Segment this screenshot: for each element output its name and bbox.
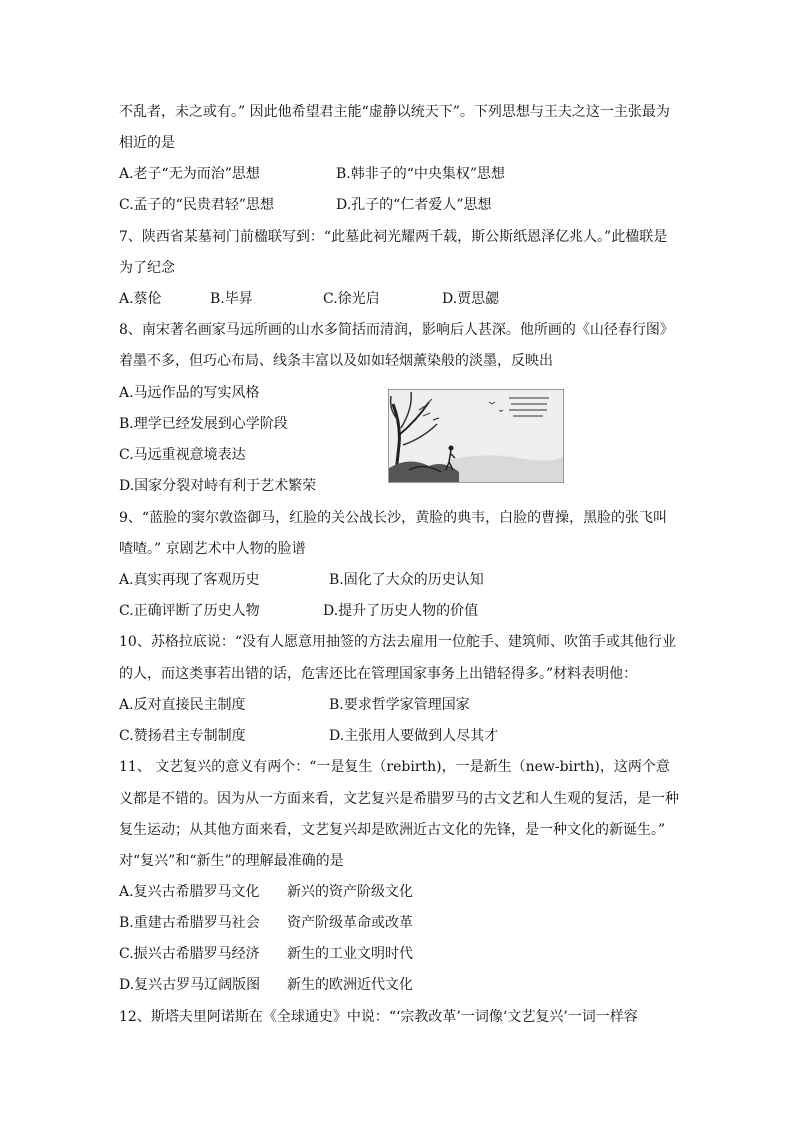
q7-option-d: D.贾思勰 [442,291,500,307]
q8-option-a: A.马远作品的写实风格 [119,385,260,401]
q12-stem-line1: 12、斯塔夫里阿诺斯在《全球通史》中说：“‘宗教改革’一词像‘文艺复兴’一词一样容 [119,1009,638,1025]
q7-option-b: B.毕昇 [210,291,253,307]
q7-stem-line2: 为了纪念 [119,260,175,276]
q10-option-b: B.要求哲学家管理国家 [329,697,470,713]
q11-stem-line1: 11、 文艺复兴的意义有两个：“一是复生（rebirth)，一是新生（new-birth)，这两个意 [119,759,670,775]
q9-stem-line1: 9、“蓝脸的窦尔敦盗御马，红脸的关公战长沙，黄脸的典韦，白脸的曹操，黑脸的张飞叫 [119,510,668,526]
q6-option-b: B.韩非子的“中央集权”思想 [336,166,506,182]
q9-option-b: B.固化了大众的历史认知 [329,572,484,588]
q7-option-a: A.蔡伦 [119,291,162,307]
q7-stem-line1: 7、陕西省某墓祠门前楹联写到：“此墓此祠光耀两千载，斯公斯纸恩泽亿兆人。”此楹联是 [119,229,668,245]
q11-option-d-left: D.复兴古罗马辽阔版图 [119,977,261,993]
q9-option-d: D.提升了历史人物的价值 [323,603,479,619]
q6-option-a: A.老子“无为而治”思想 [119,166,260,182]
q6-stem-line1: 不乱者，未之或有。” 因此他希望君主能“虚静以统天下”。下列思想与王夫之这一主张最为 [119,104,670,120]
q6-stem-line2: 相近的是 [119,135,175,151]
q10-option-c: C.赞扬君主专制制度 [119,728,246,744]
q11-stem-line4: 对“复兴”和“新生”的理解最准确的是 [119,853,344,869]
q11-option-d-right: 新生的欧洲近代文化 [287,977,413,993]
q9-option-c: C.正确评断了历史人物 [119,603,260,619]
q9-option-a: A.真实再现了客观历史 [119,572,260,588]
q11-option-c-left: C.振兴古希腊罗马经济 [119,946,260,962]
landscape-painting-image [388,389,564,483]
q11-option-b-right: 资产阶级革命或改革 [287,915,413,931]
q10-stem-line2: 的人，而这类事若出错的话，危害还比在管理国家事务上出错轻得多。”材料表明他： [119,666,638,682]
q10-option-a: A.反对直接民主制度 [119,697,246,713]
q11-stem-line3: 复生运动；从其他方面来看，文艺复兴却是欧洲近古文化的先锋，是一种文化的新诞生。” [119,822,666,838]
q8-stem-line1: 8、南宋著名画家马远所画的山水多简括而清润，影响后人甚深。他所画的《山径春行图》 [119,322,674,338]
landscape-painting-icon [389,390,563,482]
q11-option-a-right: 新兴的资产阶级文化 [287,884,413,900]
q11-stem-line2: 义都是不错的。因为从一方面来看，文艺复兴是希腊罗马的古文艺和人生观的复活，是一种 [119,791,679,807]
q7-option-c: C.徐光启 [323,291,380,307]
q8-stem-line2: 着墨不多，但巧心布局、线条丰富以及如如轻烟薰染般的淡墨，反映出 [119,353,553,369]
q8-option-c: C.马远重视意境表达 [119,447,246,463]
q10-option-d: D.主张用人要做到人尽其才 [329,728,499,744]
q11-option-a-left: A.复兴古希腊罗马文化 [119,884,260,900]
q6-option-d: D.孔子的“仁者爱人”思想 [336,197,492,213]
q10-stem-line1: 10、苏格拉底说：“没有人愿意用抽签的方法去雇用一位舵手、建筑师、吹笛手或其他行业 [119,634,676,650]
q9-stem-line2: 喳喳。” 京剧艺术中人物的脸谱 [119,541,306,557]
q8-option-b: B.理学已经发展到心学阶段 [119,416,288,432]
q11-option-b-left: B.重建古希腊罗马社会 [119,915,260,931]
q8-option-d: D.国家分裂对峙有利于艺术繁荣 [119,478,317,494]
q6-option-c: C.孟子的“民贵君轻”思想 [119,197,274,213]
q11-option-c-right: 新生的工业文明时代 [287,946,413,962]
